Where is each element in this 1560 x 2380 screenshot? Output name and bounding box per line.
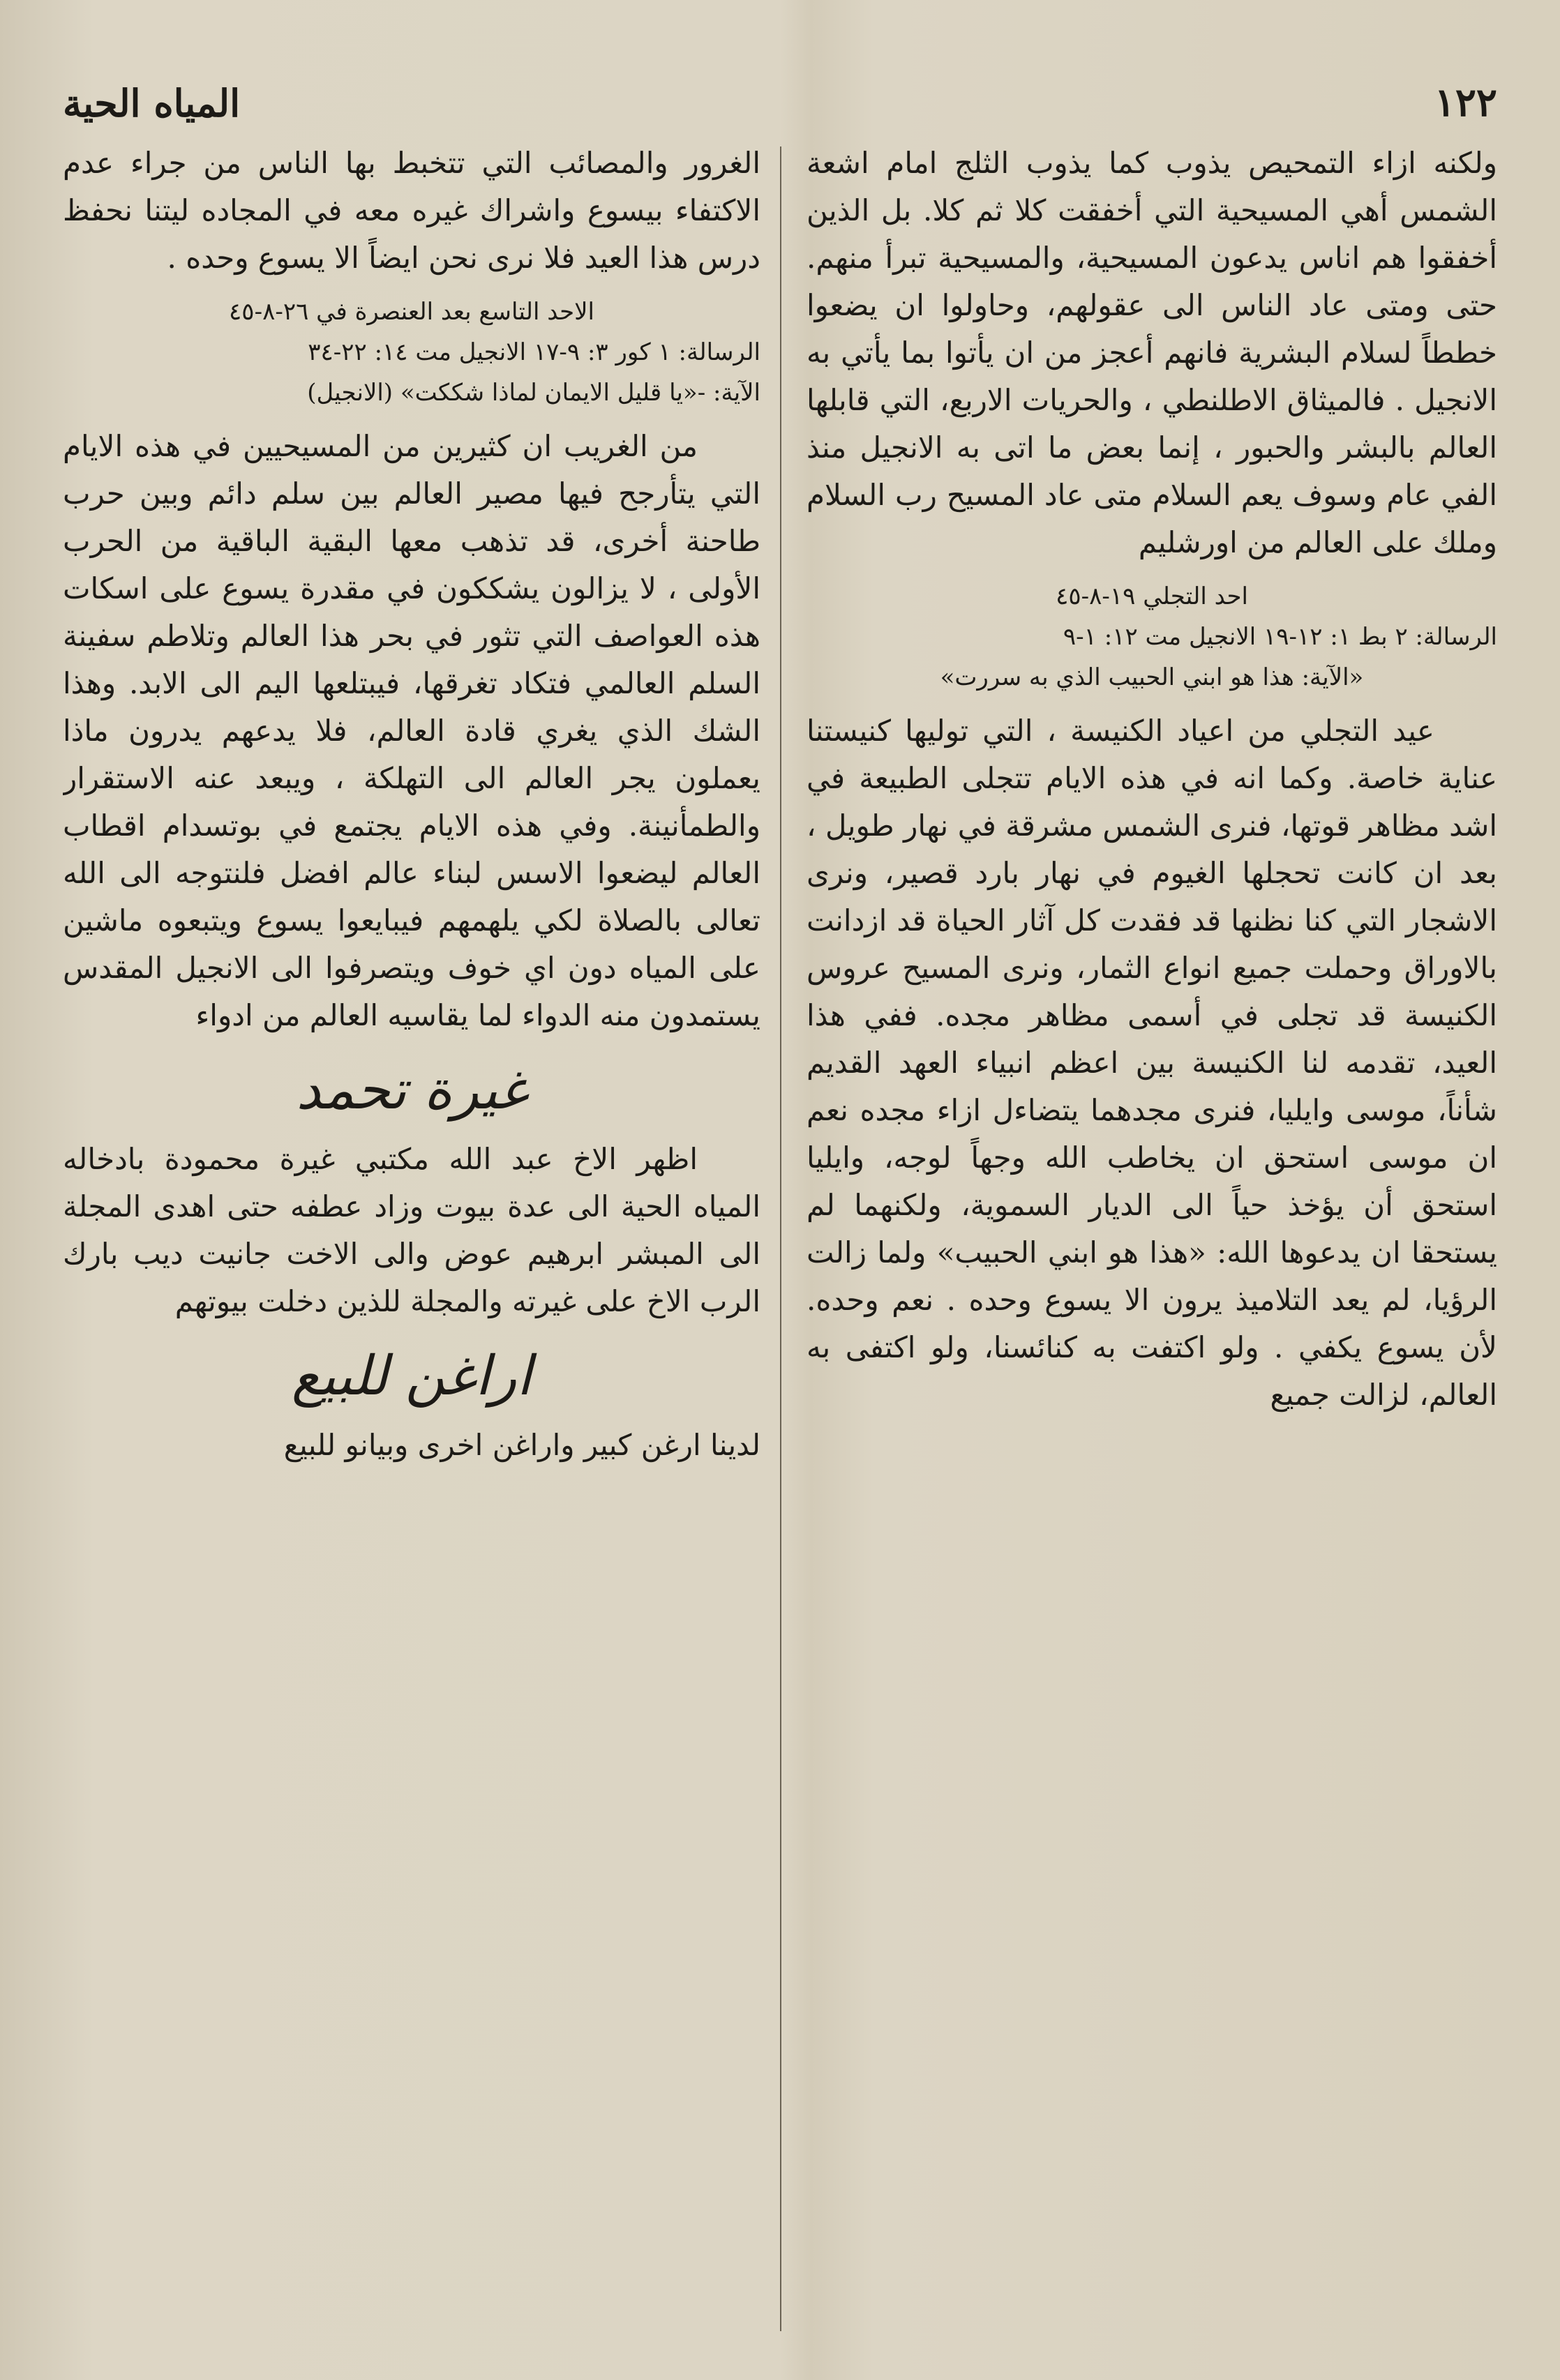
faith-article: من الغريب ان كثيرين من المسيحيين في هذه الايام التي يتأرجح فيها مصير العالم بين سلم دائم وبين حرب طاحنة أخرى، قد تذهب معها البقية الباقية من الحرب الأولى ، لا يزالون يشككون في مقدرة يسوع على اسكات هذه العواصف التي تثور في بحر هذا العالم وتلاطم سفينة السلم العالمي فتكاد تغرقها، فيبتلعها اليم الى الابد. وهذا الشك الذي يغري قادة العالم، فلا يدعهم يدرون ماذا يعملون يجر العالم الى التهلكة ، ويبعد عنه الاستقرار والطمأنينة. وفي هذه الايام يجتمع في بوتسدام اقطاب العالم ليضعوا الاسس لبناء عالم افضل فلنتوجه الى الله تعالى بالصلاة لكي يلهمهم فيبايعوا يسوع ويتبعوه ماشين على المياه دون اي خوف ويتصرفوا الى الانجيل المقدس يستمدون منه الدواء لما يقاسيه العالم من ادواء <box>63 429 760 1032</box>
column-divider <box>780 146 781 2331</box>
sunday-title: الاحد التاسع بعد العنصرة في ٢٦-٨-٤٥ <box>229 298 594 326</box>
sale-heading: اراغن للبيع <box>291 1345 532 1408</box>
zeal-notice: اظهر الاخ عبد الله مكتبي غيرة محمودة بادخاله المياه الحية الى عدة بيوت وزاد عطفه حتى اهدى المجلة الى المبشر ابرهيم عوض والى الاخت جانيت ديب بارك الرب الاخ على غيرته والمجلة للذين دخلت بيوتهم <box>63 1142 760 1318</box>
page-header <box>63 49 1497 126</box>
transfiguration-article: عيد التجلي من اعياد الكنيسة ، التي توليها كنيستنا عناية خاصة. وكما انه في هذه الايام تتجلى الطبيعة في اشد مظاهر قوتها، فنرى الشمس مشرقة في نهار طويل ، بعد ان كانت تحجلها الغيوم في نهار بارد قصير، ونرى الاشجار التي كنا نظنها قد فقدت كل آثار الحياة قد ازدانت بالاوراق وحملت جميع انواع الثمار، ونرى المسيح عروس الكنيسة قد تجلى في أسمى مظاهر مجده. ففي هذا العيد، تقدمه لنا الكنيسة بين اعظم انبياء العهد القديم شأناً، موسى وايليا، فنرى مجدهما يتضاءل ازاء مجده نعم ان موسى استحق ان يخاطب الله وجهاً لوجه، وايليا استحق أن يؤخذ حياً الى الديار السموية، ولكنهما لم يستحقا ان يدعوها الله: «هذا هو ابني الحبيب» ولما زالت الرؤيا، لم يعد التلاميذ يرون الا يسوع وحده . نعم وحده. لأن يسوع يكفي . ولو اكتفت به كنائسنا، ولو اكتفى به العالم، لزالت جميع <box>807 714 1497 1412</box>
running-title: المياه الحية <box>63 81 241 126</box>
sale-notice: لدينا ارغن كبير واراغن اخرى وبيانو للبيع <box>283 1428 760 1462</box>
left-column <box>63 140 760 2338</box>
page-number: ١٢٢ <box>1434 80 1497 126</box>
scripture-readings: الرسالة: ٢ بط ١: ١٢-١٩ الانجيل مت ١٢: ١-٩ <box>1063 623 1497 651</box>
zeal-heading: غيرة تحمد <box>296 1059 527 1122</box>
left-column-paragraph: الغرور والمصائب التي تتخبط بها الناس من جراء عدم الاكتفاء بيسوع واشراك غيره معه في المجاده ليتنا نحفظ درس هذا العيد فلا نرى نحن ايضاً الا يسوع وحده . <box>63 146 760 275</box>
right-column <box>807 140 1497 2338</box>
key-verse: «الآية: هذا هو ابني الحبيب الذي به سررت» <box>940 663 1364 691</box>
scripture-readings: الرسالة: ١ كور ٣: ٩-١٧ الانجيل مت ١٤: ٢٢-٣٤ <box>308 338 760 366</box>
sunday-title: احد التجلي ١٩-٨-٤٥ <box>1056 582 1248 610</box>
key-verse: الآية: -«يا قليل الايمان لماذا شككت» (الانجيل) <box>307 379 760 407</box>
right-column-paragraph: ولكنه ازاء التمحيص يذوب كما يذوب الثلج امام اشعة الشمس أهي المسيحية التي أخفقت كلا ثم كلا. بل الذين أخفقوا هم اناس يدعون المسيحية، والمسيحية تبرأ منهم. حتى ومتى عاد الناس الى عقولهم، وحاولوا ان يضعوا خططاً لسلام البشرية فانهم أعجز من ان يأتوا بما يأتي به الانجيل . فالميثاق الاطلنطي ، والحريات الاربع، التي قابلها العالم بالبشر والحبور ، إنما بعض ما اتى به الانجيل منذ الفي عام وسوف يعم السلام متى عاد المسيح رب السلام وملك على العالم من اورشليم <box>807 146 1497 559</box>
